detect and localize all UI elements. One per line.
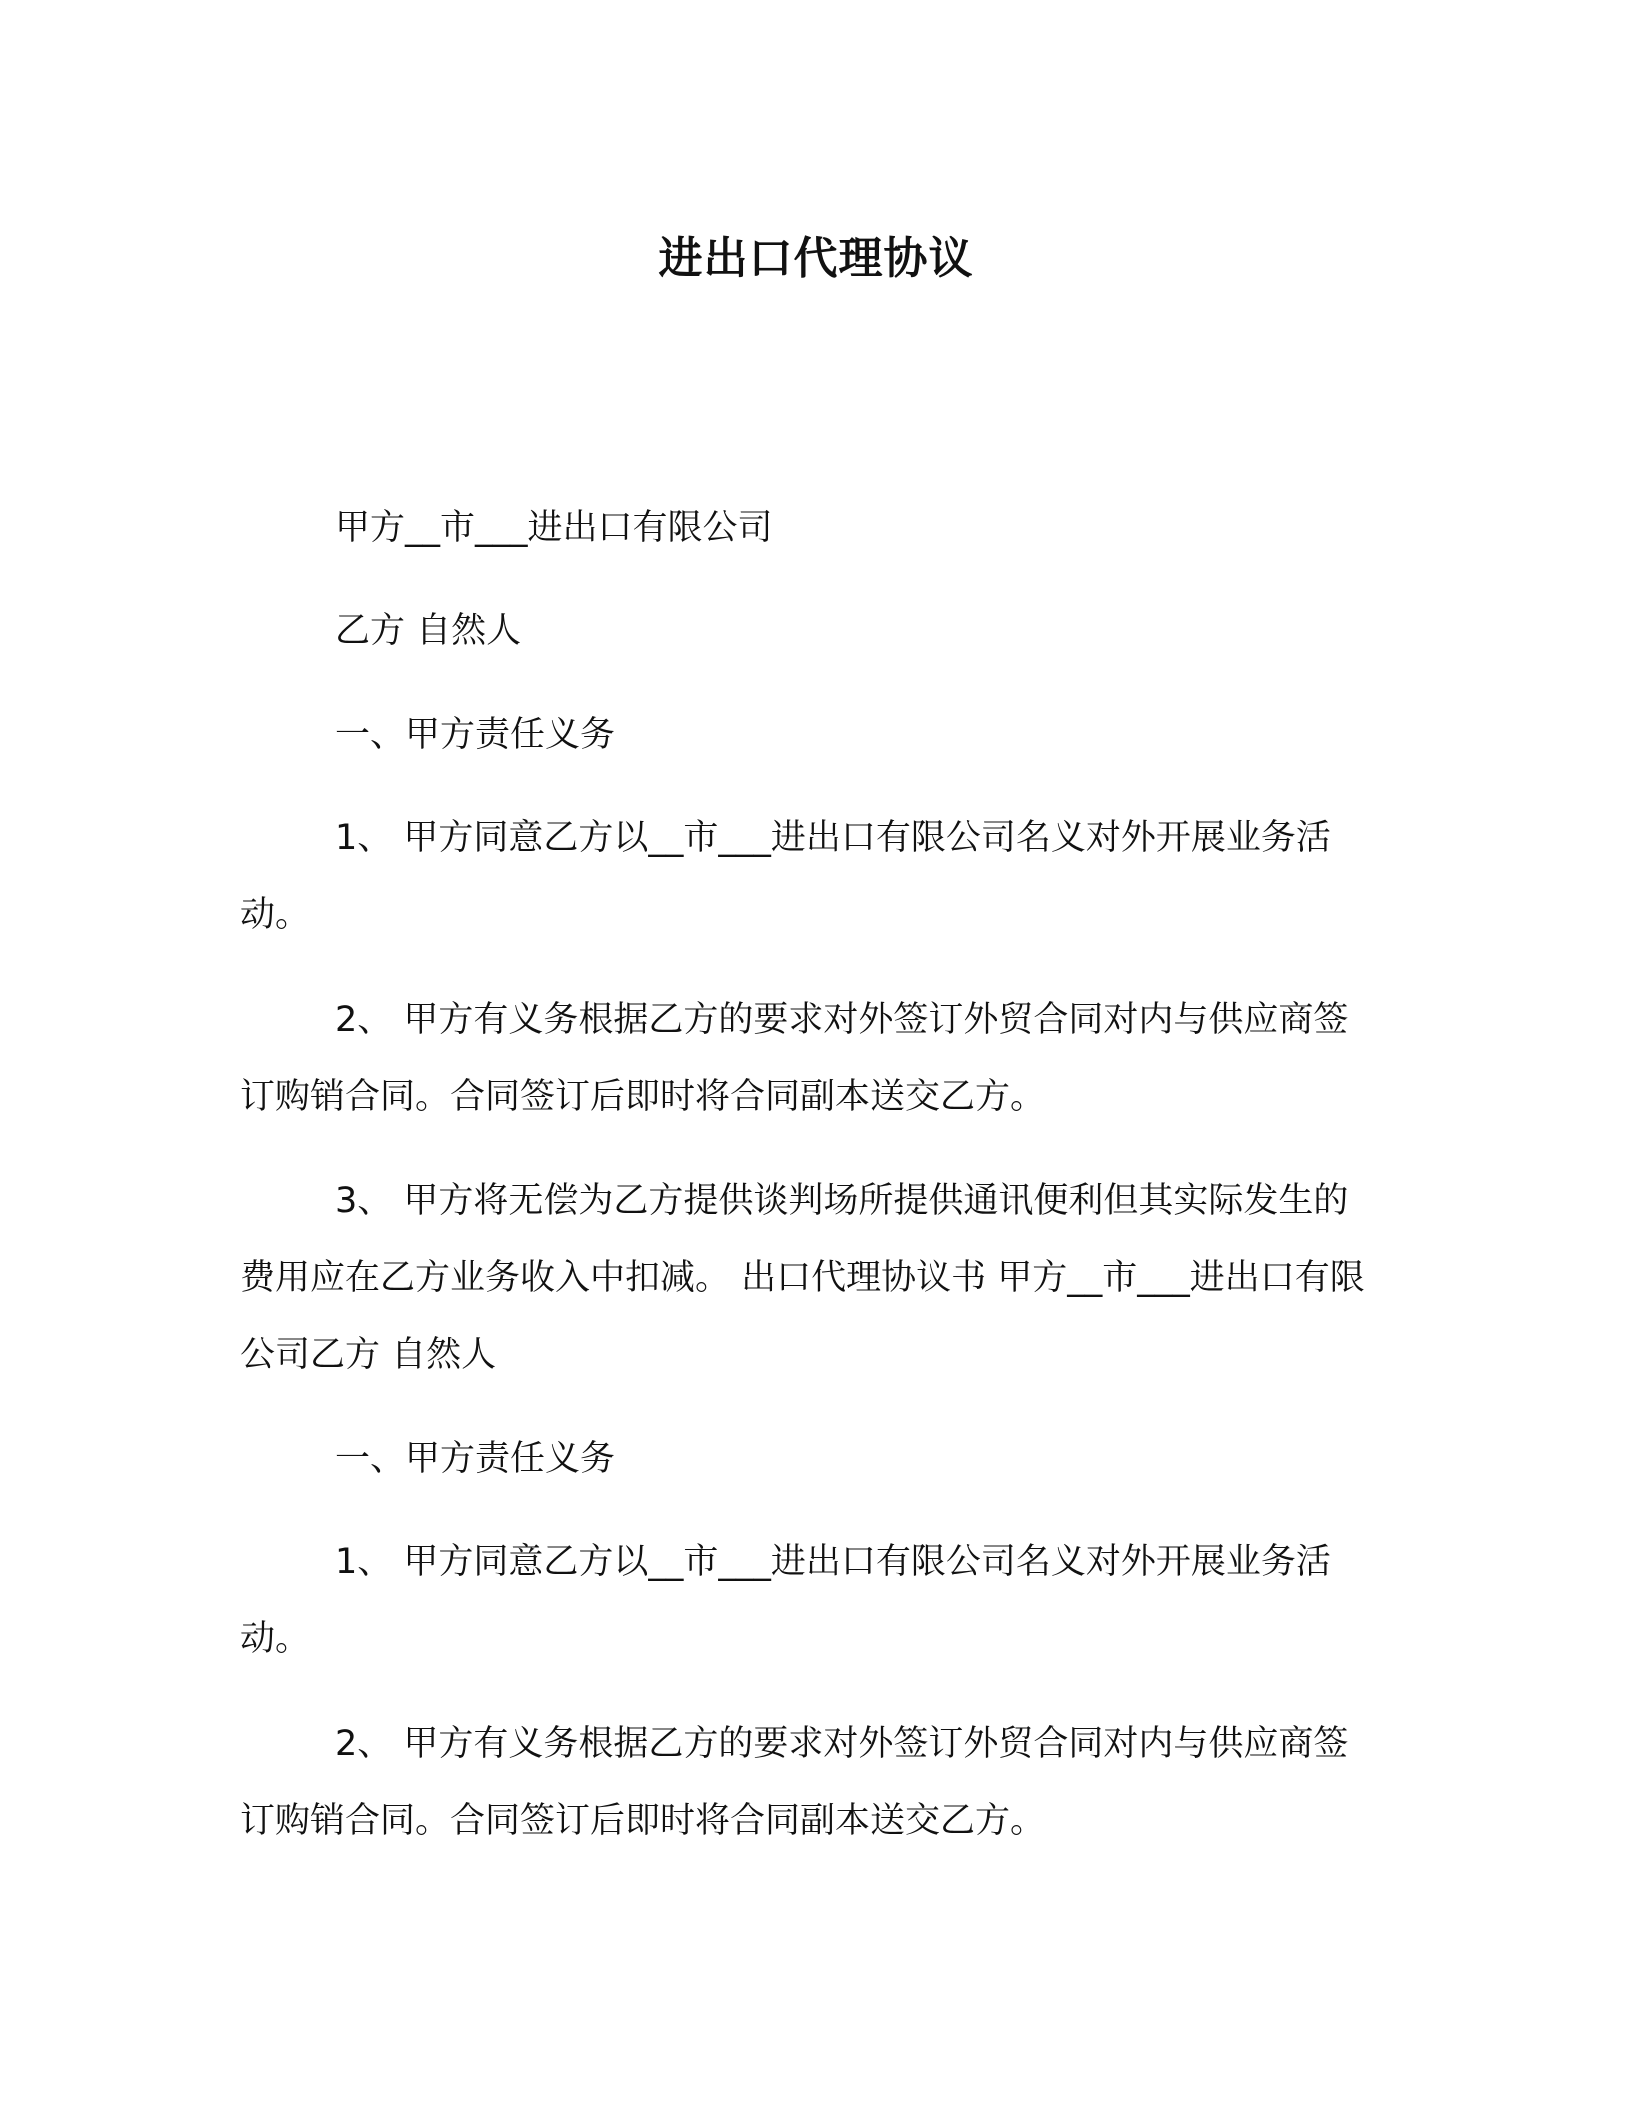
clause-paragraph: 1、 甲方同意乙方以__市___进出口有限公司名义对外开展业务活动。 — [240, 818, 1331, 935]
section-heading: 一、甲方责任义务 — [335, 715, 616, 755]
section-heading: 一、甲方责任义务 — [335, 1439, 616, 1479]
party-b-line: 乙方 自然人 — [335, 611, 522, 651]
clause-paragraph: 1、 甲方同意乙方以__市___进出口有限公司名义对外开展业务活动。 — [240, 1542, 1331, 1659]
party-a-line: 甲方__市___进出口有限公司 — [335, 508, 773, 548]
clause-paragraph: 2、 甲方有义务根据乙方的要求对外签订外贸合同对内与供应商签订购销合同。合同签订后即时将合同副本送交乙方。 — [240, 1724, 1349, 1841]
clause-paragraph: 3、 甲方将无偿为乙方提供谈判场所提供通讯便利但其实际发生的费用应在乙方业务收入中扣减。 出口代理协议书 甲方__市___进出口有限公司乙方 自然人 — [240, 1181, 1365, 1375]
document-title: 进出口代理协议 — [658, 233, 974, 284]
clause-paragraph: 2、 甲方有义务根据乙方的要求对外签订外贸合同对内与供应商签订购销合同。合同签订后即时将合同副本送交乙方。 — [240, 1000, 1349, 1117]
